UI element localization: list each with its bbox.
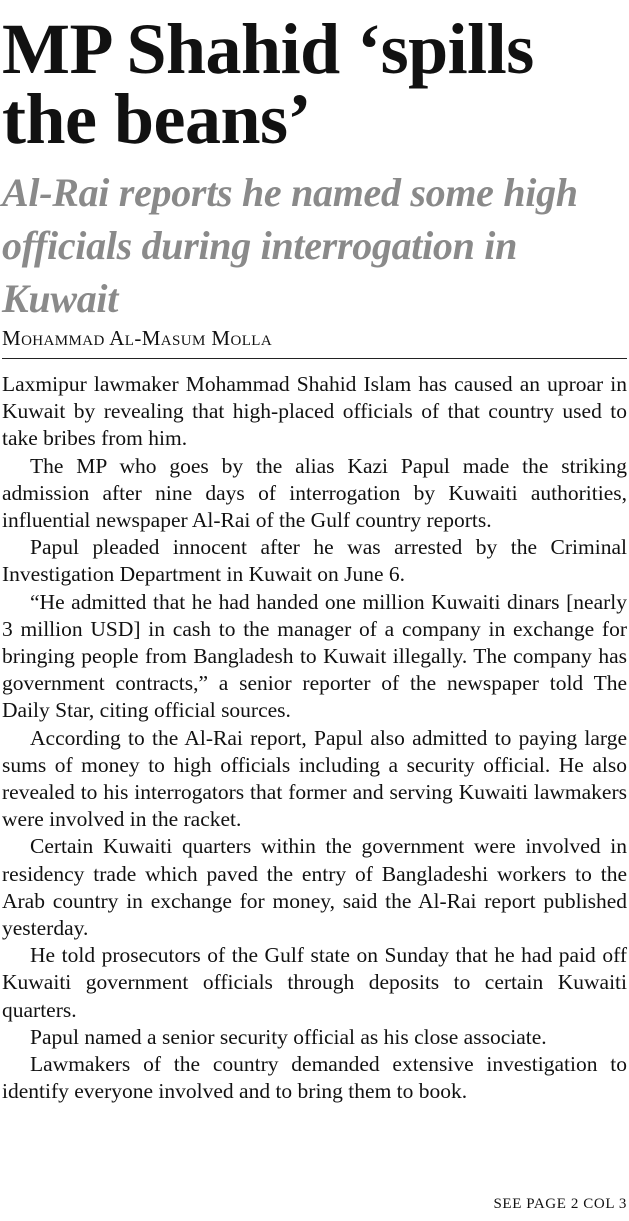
paragraph: Papul named a senior security official as his close associate.: [30, 1024, 547, 1049]
paragraph: Lawmakers of the country demanded extensive investigation to identify everyone involved and to bring them to book.: [2, 1052, 627, 1104]
subheadline: Al-Rai reports he named some high officials during interrogation in Kuwait: [2, 170, 578, 321]
paragraph: The MP who goes by the alias Kazi Papul made the striking admission after nine days of interrogation by Kuwaiti authorities, influential newspaper Al-Rai of the Gulf country reports.: [2, 453, 627, 533]
byline: Mohammad Al-Masum Molla: [2, 326, 273, 350]
headline: MP Shahid ‘spills the beans’: [2, 9, 534, 159]
paragraph: Certain Kuwaiti quarters within the government were involved in residency trade which paved the entry of Bangladeshi workers to the Arab country in exchange for money, said the Al-Rai report published yesterday.: [2, 834, 627, 941]
paragraph: “He admitted that he had handed one million Kuwaiti dinars [nearly 3 million USD] in cash to the manager of a company in exchange for bringing people from Bangladesh to Kuwait illegally. The company has government contracts,” a senior reporter of the newspaper told The Daily Star, citing official sources.: [2, 589, 627, 723]
paragraph: He told prosecutors of the Gulf state on Sunday that he had paid off Kuwaiti government officials through deposits to certain Kuwaiti quarters.: [2, 943, 627, 1022]
byline-rule: [2, 358, 627, 359]
paragraph: According to the Al-Rai report, Papul also admitted to paying large sums of money to high officials including a security official. He also revealed to his interrogators that former and serving Kuwaiti lawmakers were involved in the racket.: [2, 725, 627, 832]
continued-jump-line: SEE PAGE 2 COL 3: [493, 1196, 627, 1212]
paragraph: Laxmipur lawmaker Mohammad Shahid Islam has caused an uproar in Kuwait by revealing that high-placed officials of that country used to take bribes from him.: [2, 372, 627, 451]
article-body: [2, 371, 627, 1105]
paragraph: Papul pleaded innocent after he was arrested by the Criminal Investigation Department in Kuwait on June 6.: [2, 535, 627, 587]
